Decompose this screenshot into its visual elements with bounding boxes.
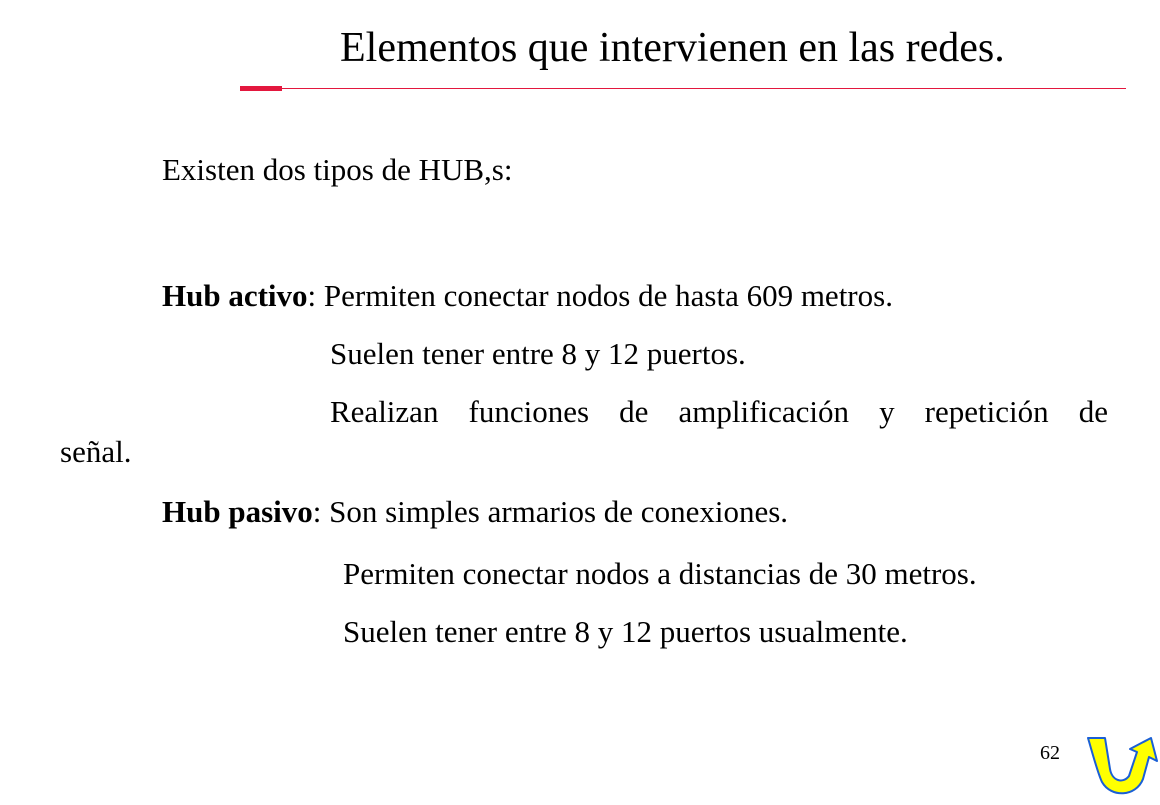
hub-pasivo-line-3: Suelen tener entre 8 y 12 puertos usualmente.	[343, 614, 908, 649]
hub-activo-label: Hub activo	[162, 278, 308, 313]
page-number: 62	[1040, 742, 1060, 764]
title-accent-bar	[240, 86, 282, 91]
title-underline	[282, 88, 1126, 89]
hub-pasivo-line-2: Permiten conectar nodos a distancias de 30 metros.	[343, 556, 977, 591]
u-turn-arrow-icon[interactable]	[1085, 735, 1160, 800]
word: de	[619, 394, 649, 429]
word: amplificación	[678, 394, 849, 429]
hub-activo-description: : Permiten conectar nodos de hasta 609 metros.	[307, 278, 893, 313]
intro-text: Existen dos tipos de HUB,s:	[162, 152, 513, 187]
hub-activo-line-3	[330, 394, 1108, 430]
word: repetición	[924, 394, 1049, 429]
hub-activo-line-1	[162, 278, 893, 314]
hub-pasivo-line-1	[162, 494, 788, 530]
word: de	[1078, 394, 1108, 429]
hub-pasivo-description: : Son simples armarios de conexiones.	[312, 494, 789, 529]
word: y	[879, 394, 895, 429]
hub-pasivo-label: Hub pasivo	[162, 494, 313, 529]
hub-activo-line-2: Suelen tener entre 8 y 12 puertos.	[330, 336, 746, 371]
word: Realizan	[330, 394, 439, 429]
word: funciones	[468, 394, 590, 429]
slide-title: Elementos que intervienen en las redes.	[340, 25, 1005, 71]
hub-activo-line-3-wrap: señal.	[60, 434, 132, 469]
